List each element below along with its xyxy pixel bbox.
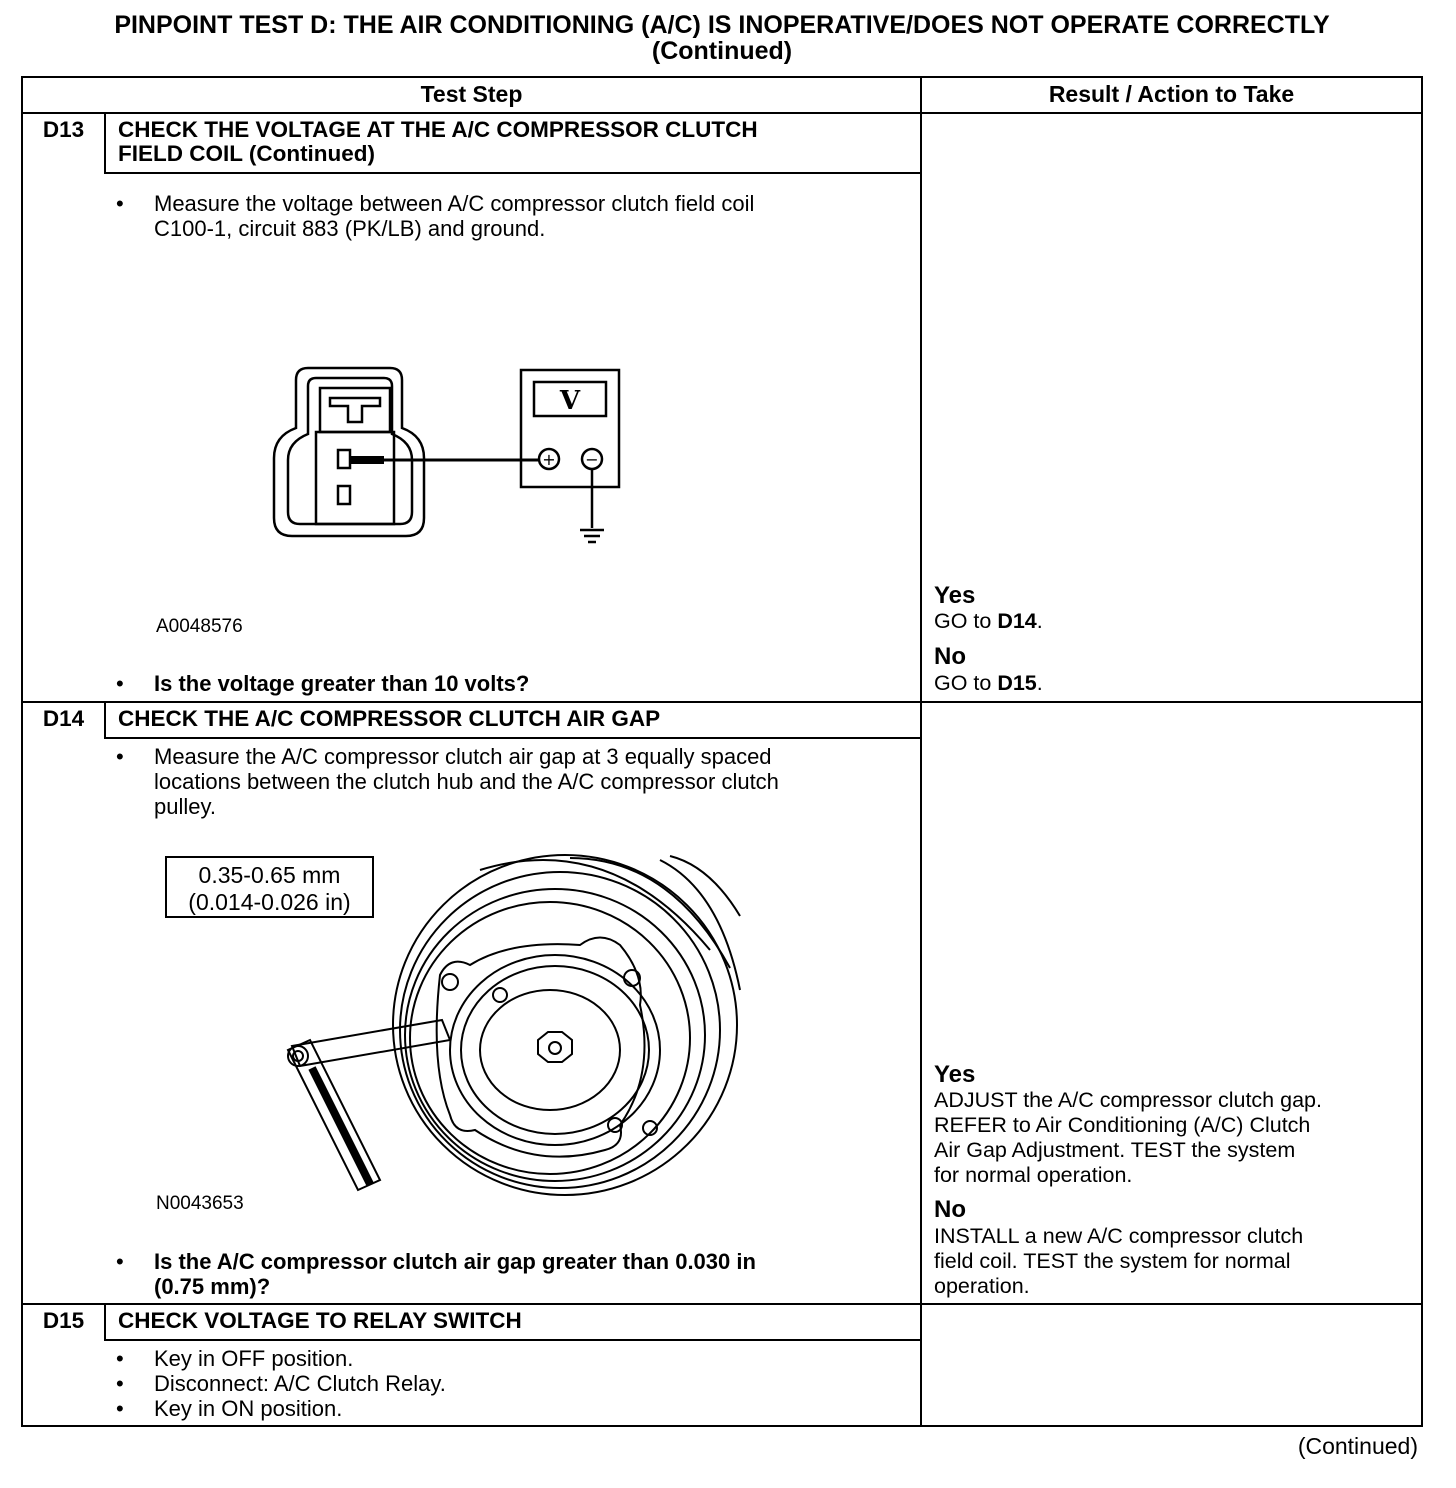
bullet-icon: • [116, 744, 124, 769]
d14-question-line-1: Is the A/C compressor clutch air gap greater than 0.030 in [154, 1249, 756, 1274]
spec-mm: 0.35-0.65 mm [198, 862, 341, 888]
bullet-icon: • [116, 1346, 124, 1371]
bullet-icon: • [116, 1249, 124, 1274]
header-test-step: Test Step [420, 81, 523, 107]
d13-step-1-line-2: C100-1, circuit 883 (PK/LB) and ground. [154, 216, 546, 241]
d14-no-label: No [934, 1196, 966, 1223]
page-footer-continued: (Continued) [1297, 1433, 1418, 1459]
d13-heading-line-1: CHECK THE VOLTAGE AT THE A/C COMPRESSOR CLUTCH [118, 117, 758, 142]
d14-step-1-line-1: Measure the A/C compressor clutch air gap at 3 equally spaced [154, 744, 772, 769]
minus-symbol: − [585, 450, 599, 469]
d13-no-target-link[interactable]: D15 [997, 671, 1037, 695]
d15-heading: CHECK VOLTAGE TO RELAY SWITCH [118, 1308, 522, 1333]
d14-yes-line-1: ADJUST the A/C compressor clutch gap. [934, 1088, 1322, 1112]
step-id-d15: D15 [42, 1308, 85, 1333]
d15-step-3: Key in ON position. [154, 1396, 343, 1421]
d14-yes-line-2: REFER to Air Conditioning (A/C) Clutch [934, 1113, 1311, 1137]
d14-heading: CHECK THE A/C COMPRESSOR CLUTCH AIR GAP [118, 706, 661, 731]
d14-yes-label: Yes [934, 1061, 976, 1088]
d13-no-action: GO to D15. [934, 671, 1043, 695]
bullet-icon: • [116, 1396, 124, 1421]
d14-question-line-2: (0.75 mm)? [154, 1274, 271, 1299]
d13-yes-target-link[interactable]: D14 [997, 609, 1037, 633]
d15-step-2: Disconnect: A/C Clutch Relay. [154, 1371, 446, 1396]
d13-no-label: No [934, 643, 966, 670]
d14-figure-code: N0043653 [156, 1193, 244, 1214]
meter-symbol: V [559, 386, 581, 416]
header-result-action: Result / Action to Take [1048, 81, 1295, 107]
d14-yes-line-3: Air Gap Adjustment. TEST the system [934, 1138, 1296, 1162]
d13-heading-line-2: FIELD COIL (Continued) [118, 141, 376, 166]
d14-no-line-2: field coil. TEST the system for normal [934, 1249, 1291, 1273]
d14-step-1-line-2: locations between the clutch hub and the A/C compressor clutch [154, 769, 779, 794]
step-id-d14: D14 [42, 706, 85, 731]
spec-in: (0.014-0.026 in) [188, 889, 351, 915]
plus-symbol: + [542, 450, 556, 469]
compressor-clutch-diagram [270, 850, 750, 1200]
d14-no-line-1: INSTALL a new A/C compressor clutch [934, 1224, 1304, 1248]
bullet-icon: • [116, 191, 124, 216]
bullet-icon: • [116, 1371, 124, 1396]
voltage-measurement-diagram [270, 350, 640, 560]
d13-figure-code: A0048576 [156, 616, 243, 637]
d13-question: Is the voltage greater than 10 volts? [154, 671, 530, 696]
d14-no-line-3: operation. [934, 1274, 1030, 1298]
bullet-icon: • [116, 671, 124, 696]
d13-yes-action: GO to D14. [934, 609, 1043, 633]
step-id-d13: D13 [42, 117, 85, 142]
d13-yes-label: Yes [934, 582, 976, 609]
title-line-2: (Continued) [651, 37, 793, 65]
d15-step-1: Key in OFF position. [154, 1346, 354, 1371]
d14-yes-line-4: for normal operation. [934, 1163, 1133, 1187]
d14-step-1-line-3: pulley. [154, 794, 216, 819]
title-line-1: PINPOINT TEST D: THE AIR CONDITIONING (A/C) IS INOPERATIVE/DOES NOT OPERATE CORRECTLY [114, 11, 1330, 39]
d13-step-1-line-1: Measure the voltage between A/C compressor clutch field coil [154, 191, 755, 216]
